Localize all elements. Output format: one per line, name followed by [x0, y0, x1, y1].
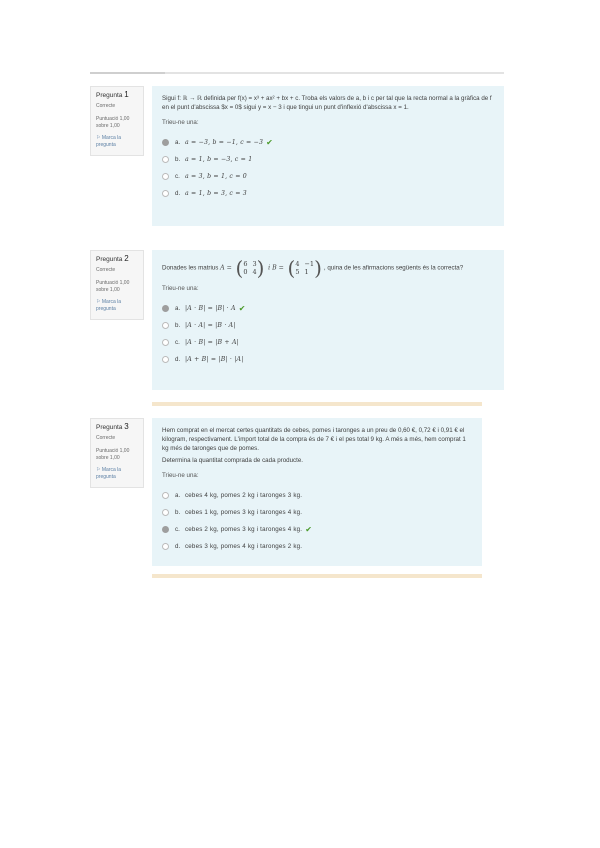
top-divider-accent: [90, 72, 165, 74]
option-letter: b.: [175, 156, 181, 163]
radio-icon[interactable]: [162, 356, 169, 363]
option-text: |A · B| = |B| · A: [185, 305, 236, 312]
question-label: Pregunta: [96, 256, 123, 263]
flag-icon: ⚐: [96, 135, 101, 141]
option-letter: a.: [175, 305, 181, 312]
question-content: [152, 86, 504, 226]
matrix-cell: 0: [243, 268, 248, 276]
answer-option-c[interactable]: [162, 168, 494, 185]
question-title: [96, 255, 139, 263]
option-text: |A · A| = |B · A|: [185, 322, 236, 329]
question-title: [96, 423, 139, 431]
matrix-cell: 1: [304, 268, 309, 276]
flag-icon: ⚐: [96, 299, 101, 305]
answer-option-a[interactable]: [162, 300, 494, 317]
question-separator: [152, 402, 482, 406]
question-number: 1: [124, 90, 129, 99]
answer-prompt: Trieu-ne una:: [162, 285, 199, 292]
answer-option-b[interactable]: [162, 151, 494, 168]
answer-option-d[interactable]: [162, 185, 494, 202]
matrix-cell: −1: [304, 260, 315, 268]
matrix-cell: 3: [252, 260, 257, 268]
question-number: 3: [124, 422, 129, 431]
flag-question-button[interactable]: [96, 299, 139, 313]
radio-icon[interactable]: [162, 543, 169, 550]
question-text: Hem comprat en el mercat certes quantitats de cebes, pomes i taronges a un preu de 0,60 €, 0,72 € i 0,91 € el kilogram, respectivament. L'import total de la compra és de 7 € i el pes total 9 kg. A més a més, hem comprat 1 kg més de taronges que de pomes.: [162, 427, 466, 452]
option-text: cebes 1 kg, pomes 3 kg i taronges 4 kg.: [185, 509, 303, 516]
answer-prompt: Trieu-ne una:: [162, 119, 199, 126]
question-sub-text: Determina la quantitat comprada de cada producte.: [162, 457, 304, 464]
option-letter: a.: [175, 492, 181, 499]
matrix-b: ( 4 −1 5 1 ): [287, 256, 322, 280]
option-letter: c.: [175, 339, 180, 346]
flag-question-button[interactable]: [96, 467, 139, 481]
flag-label: Marca la pregunta: [96, 467, 122, 480]
radio-icon[interactable]: [162, 305, 169, 312]
matrix-cell: 6: [243, 260, 248, 268]
option-letter: b.: [175, 322, 181, 329]
question-text: Sigui f: ℝ → ℝ definida per f(x) = x³ + ax² + bx + c. Troba els valors de a, b i c per tal que la recta normal a la gràfica de f en el punt d'abscissa $x = 0$ sigui y = x − 3 i que tingui un punt d'inflexió d'abscissa x = 1.: [162, 95, 492, 111]
matrix-cell: 5: [295, 268, 300, 276]
radio-icon[interactable]: [162, 173, 169, 180]
answer-option-a[interactable]: [162, 134, 494, 151]
option-text: a = −3, b = −1, c = −3: [185, 139, 264, 146]
option-text: cebes 2 kg, pomes 3 kg i taronges 4 kg.: [185, 526, 303, 533]
radio-icon[interactable]: [162, 139, 169, 146]
matrix-cell: 4: [252, 268, 257, 276]
question-points: Puntuació 1,00 sobre 1,00: [96, 280, 130, 293]
answer-option-a[interactable]: [162, 487, 472, 504]
radio-icon[interactable]: [162, 509, 169, 516]
answer-option-d[interactable]: [162, 351, 494, 368]
question-points: Puntuació 1,00 sobre 1,00: [96, 116, 130, 129]
option-letter: a.: [175, 139, 181, 146]
question-text-after: , quina de les afirmacions següents és la correcta?: [323, 264, 464, 272]
option-text: a = 1, b = −3, c = 1: [185, 156, 253, 163]
question-label: Pregunta: [96, 424, 123, 431]
radio-icon[interactable]: [162, 492, 169, 499]
radio-icon[interactable]: [162, 339, 169, 346]
option-text: a = 3, b = 1, c = 0: [185, 173, 247, 180]
question-title: [96, 91, 139, 99]
matrix-b-name: i B =: [268, 264, 284, 272]
top-divider: [90, 72, 504, 74]
radio-icon[interactable]: [162, 322, 169, 329]
answer-prompt: Trieu-ne una:: [162, 472, 199, 479]
question-text-before: Donades les matrius: [162, 264, 219, 272]
option-letter: c.: [175, 173, 180, 180]
question-status: Correcte: [96, 103, 116, 109]
question-status: Correcte: [96, 267, 116, 273]
flag-question-button[interactable]: [96, 135, 139, 149]
check-icon: ✔: [238, 304, 246, 313]
matrix-a-name: A =: [220, 264, 232, 272]
radio-icon[interactable]: [162, 156, 169, 163]
option-text: |A + B| = |B| · |A|: [185, 356, 244, 363]
question-text: [162, 258, 494, 278]
question-status: Correcte: [96, 435, 116, 441]
option-letter: d.: [175, 356, 181, 363]
option-letter: d.: [175, 543, 181, 550]
option-letter: b.: [175, 509, 181, 516]
flag-icon: ⚐: [96, 467, 101, 473]
option-text: a = 1, b = 3, c = 3: [185, 190, 247, 197]
question-info: [90, 250, 144, 320]
question-points: Puntuació 1,00 sobre 1,00: [96, 448, 130, 461]
question-info: [90, 86, 144, 156]
matrix-a: ( 6 3 0 4 ): [235, 256, 265, 280]
question-number: 2: [124, 254, 129, 263]
option-letter: c.: [175, 526, 180, 533]
radio-icon[interactable]: [162, 190, 169, 197]
question-content: [152, 250, 504, 390]
check-icon: ✔: [305, 525, 312, 534]
question-separator: [152, 574, 482, 578]
answer-option-b[interactable]: [162, 317, 494, 334]
answer-option-d[interactable]: [162, 538, 472, 555]
answer-option-c[interactable]: [162, 521, 472, 538]
flag-label: Marca la pregunta: [96, 299, 122, 312]
question-info: [90, 418, 144, 488]
radio-icon[interactable]: [162, 526, 169, 533]
answer-option-c[interactable]: [162, 334, 494, 351]
flag-label: Marca la pregunta: [96, 135, 122, 148]
check-icon: ✔: [266, 138, 273, 147]
option-text: cebes 3 kg, pomes 4 kg i taronges 2 kg.: [185, 543, 303, 550]
option-text: |A · B| = |B + A|: [185, 339, 239, 346]
option-text: cebes 4 kg, pomes 2 kg i taronges 3 kg.: [185, 492, 303, 499]
answer-option-b[interactable]: [162, 504, 472, 521]
question-content: [152, 418, 482, 566]
matrix-cell: 4: [295, 260, 300, 268]
question-label: Pregunta: [96, 92, 123, 99]
option-letter: d.: [175, 190, 181, 197]
